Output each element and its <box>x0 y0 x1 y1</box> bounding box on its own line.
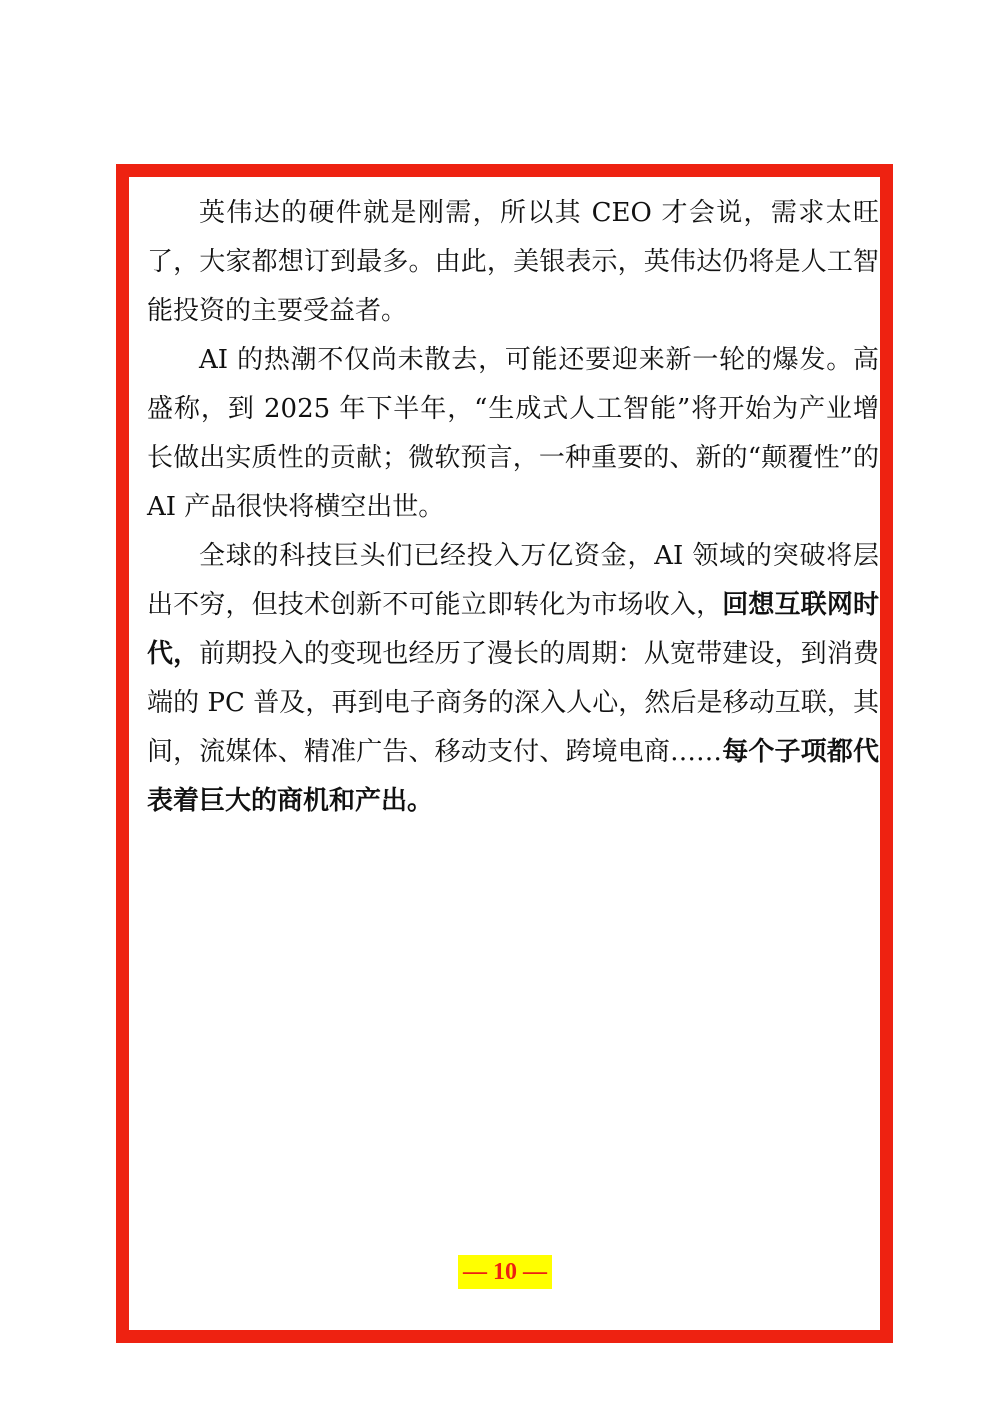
paragraph-1-text: 英伟达的硬件就是刚需，所以其 CEO 才会说，需求太旺了，大家都想订到最多。由此，美银表示，英伟达仍将是人工智能投资的主要受益者。 <box>147 198 879 326</box>
page-number: — 10 — <box>458 1255 552 1289</box>
paragraph-3 <box>147 532 879 826</box>
paragraph-1 <box>147 189 879 336</box>
paragraph-3-bold-1: 回想互联网时代， <box>147 590 879 669</box>
document-body <box>147 189 879 826</box>
page-border-frame <box>116 164 893 1343</box>
paragraph-2-text: AI 的热潮不仅尚未散去，可能还要迎来新一轮的爆发。高盛称，到 2025 年下半年，“生成式人工智能”将开始为产业增长做出实质性的贡献；微软预言，一种重要的、新的“颠覆性”的 AI 产品很快将横空出世。 <box>147 345 879 522</box>
paragraph-2 <box>147 336 879 532</box>
paragraph-3-bold-2: 每个子项都代表着巨大的商机和产出。 <box>147 737 879 816</box>
paragraph-3-text-2: 前期投入的变现也经历了漫长的周期：从宽带建设，到消费端的 PC 普及，再到电子商务的深入人心，然后是移动互联，其间，流媒体、精准广告、移动支付、跨境电商…… <box>147 639 879 767</box>
paragraph-3-text-1: 全球的科技巨头们已经投入万亿资金，AI 领域的突破将层出不穷，但技术创新不可能立即转化为市场收入， <box>147 541 879 620</box>
